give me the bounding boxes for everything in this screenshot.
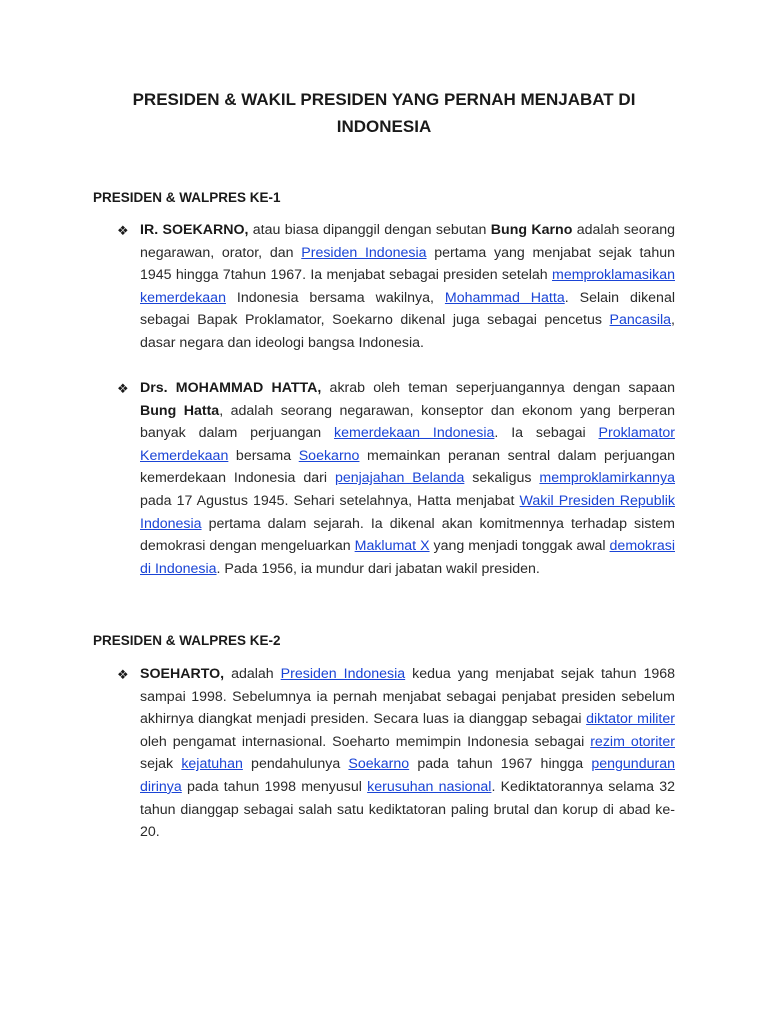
- hyperlink[interactable]: memproklamirkannya: [539, 470, 676, 487]
- text-run: kedua yang menjabat sejak tahun 1968 sampai 1998. Sebelumnya ia pernah menjabat sebagai penjabat presiden sebelum akhirnya diangkat menjadi presiden. Secara luas ia dianggap sebagai: [140, 666, 676, 728]
- paragraph-hatta: [140, 377, 675, 580]
- hyperlink[interactable]: Maklumat X: [354, 538, 430, 555]
- hyperlink[interactable]: Wakil Presiden Republik Indonesia: [140, 492, 675, 532]
- section-heading-1: PRESIDEN & WALPRES KE-1: [93, 190, 281, 205]
- text-run: sejak: [140, 756, 182, 773]
- text-run: pertama yang menjabat sejak tahun 1945 hingga 7tahun 1967. Ia menjabat sebagai presiden setelah: [140, 244, 675, 284]
- text-run: adalah seorang negarawan, orator, dan: [140, 222, 675, 261]
- hyperlink[interactable]: Presiden Indonesia: [301, 244, 427, 261]
- paragraph-soekarno: [140, 219, 675, 355]
- hyperlink[interactable]: Presiden Indonesia: [280, 666, 406, 682]
- bold-term: Bung Hatta: [140, 402, 220, 419]
- page-title: PRESIDEN & WAKIL PRESIDEN YANG PERNAH MENJABAT DI INDONESIA: [132, 90, 636, 136]
- text-run: pendahulunya: [242, 756, 349, 773]
- bullet-icon: ❖: [117, 667, 129, 682]
- text-run: pertama dalam sejarah. Ia dikenal akan komitmennya terhadap sistem demokrasi dengan mengeluarkan: [140, 515, 675, 555]
- text-run: . Kediktatorannya selama 32 tahun dianggap sebagai salah satu kediktatoran paling brutal dan korup di abad ke-20.: [140, 778, 676, 841]
- hyperlink[interactable]: kemerdekaan Indonesia: [334, 425, 495, 442]
- bullet-icon: ❖: [117, 223, 129, 238]
- text-run: atau biasa dipanggil dengan sebutan: [248, 222, 491, 238]
- section-heading-2: PRESIDEN & WALPRES KE-2: [93, 633, 281, 648]
- hyperlink[interactable]: Pancasila: [609, 312, 672, 329]
- text-run: yang menjadi tonggak awal: [429, 538, 610, 555]
- hyperlink[interactable]: Soekarno: [298, 447, 360, 464]
- paragraph-soeharto: [140, 663, 675, 844]
- text-run: pada 17 Agustus 1945. Sehari setelahnya, Hatta menjabat: [140, 492, 520, 509]
- bold-term: SOEHARTO,: [140, 666, 225, 682]
- bold-term: Bung Karno: [490, 222, 573, 238]
- hyperlink[interactable]: memproklamasikan kemerdekaan: [140, 267, 675, 306]
- text-run: adalah: [224, 666, 281, 682]
- text-run: sekaligus: [464, 470, 540, 487]
- hyperlink[interactable]: Mohammad Hatta: [444, 289, 565, 306]
- hyperlink[interactable]: penjajahan Belanda: [334, 470, 465, 487]
- hyperlink[interactable]: pengunduran dirinya: [140, 756, 675, 795]
- text-run: akrab oleh teman seperjuangannya dengan sapaan: [321, 380, 675, 396]
- bullet-icon: ❖: [117, 381, 129, 396]
- text-run: bersama: [228, 447, 299, 464]
- hyperlink[interactable]: Proklamator Kemerdekaan: [140, 425, 675, 464]
- bold-term: IR. SOEKARNO,: [140, 222, 249, 238]
- text-run: , adalah seorang negarawan, konseptor dan ekonom yang berperan banyak dalam perjuangan: [140, 402, 675, 442]
- text-run: pada tahun 1998 menyusul: [181, 778, 368, 795]
- text-run: . Ia sebagai: [494, 425, 599, 442]
- hyperlink[interactable]: kejatuhan: [181, 756, 243, 773]
- text-run: , dasar negara dan ideologi bangsa Indonesia.: [140, 312, 675, 351]
- hyperlink[interactable]: rezim otoriter: [590, 733, 675, 750]
- hyperlink[interactable]: Soekarno: [348, 756, 410, 773]
- text-run: memainkan peranan sentral dalam perjuangan kemerdekaan Indonesia dari: [140, 447, 675, 487]
- text-run: . Pada 1956, ia mundur dari jabatan wakil presiden.: [216, 560, 540, 577]
- text-run: Indonesia bersama wakilnya,: [225, 289, 445, 306]
- text-run: pada tahun 1967 hingga: [409, 756, 592, 773]
- text-run: . Selain dikenal sebagai Bapak Proklamator, Soekarno dikenal juga sebagai pencetus: [140, 289, 675, 329]
- hyperlink[interactable]: kerusuhan nasional: [367, 778, 492, 795]
- hyperlink[interactable]: diktator militer: [586, 711, 675, 728]
- hyperlink[interactable]: demokrasi di Indonesia: [140, 538, 675, 577]
- text-run: oleh pengamat internasional. Soeharto memimpin Indonesia sebagai: [140, 733, 591, 750]
- bold-term: Drs. MOHAMMAD HATTA,: [140, 380, 322, 396]
